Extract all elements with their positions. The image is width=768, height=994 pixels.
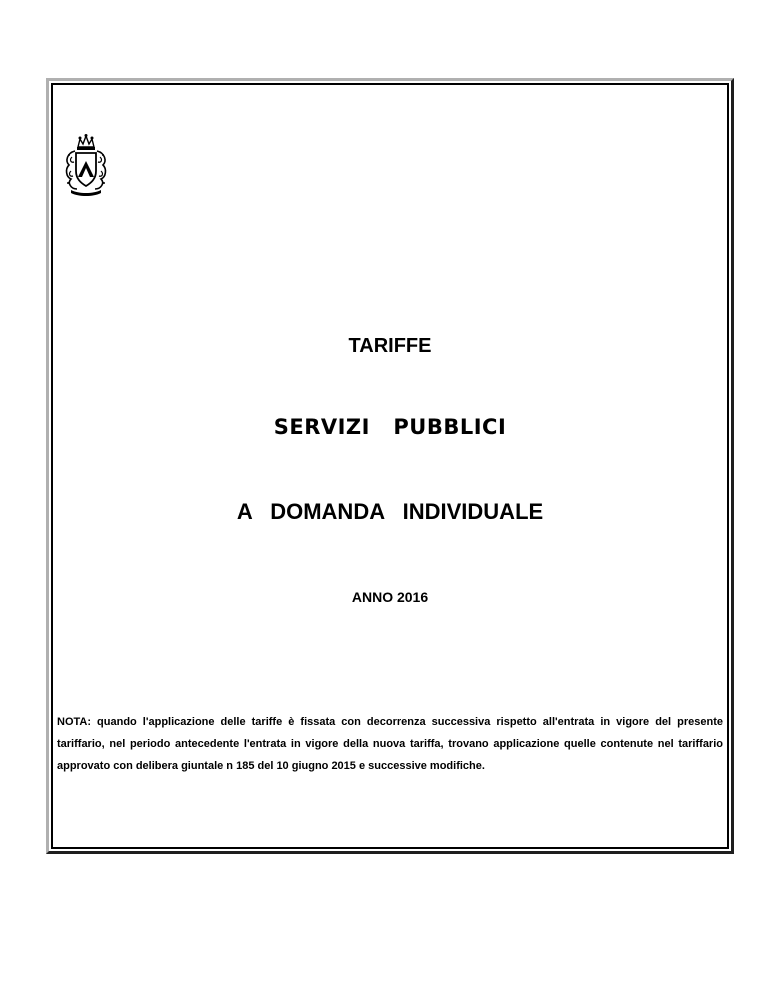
coat-of-arms-icon xyxy=(63,133,109,197)
document-title: TARIFFE xyxy=(348,335,432,357)
document-subtitle: SERVIZI PUBBLICI xyxy=(273,415,507,439)
document-frame xyxy=(46,78,734,854)
document-note: NOTA: quando l'applicazione delle tariffe è fissata con decorrenza successiva rispetto all'entrata in vigore del presente tariffario, nel periodo antecedente l'entrata in vigore della nuova tariffa, trovano applicazione quelle contenute nel tariffario approvato con delibera giuntale n 185 del 10 giugno 2015 e successive modifiche. xyxy=(57,716,723,772)
document-subtitle-2: A DOMANDA INDIVIDUALE xyxy=(236,499,544,524)
document-frame-inner xyxy=(51,83,729,849)
document-year: ANNO 2016 xyxy=(351,589,429,605)
